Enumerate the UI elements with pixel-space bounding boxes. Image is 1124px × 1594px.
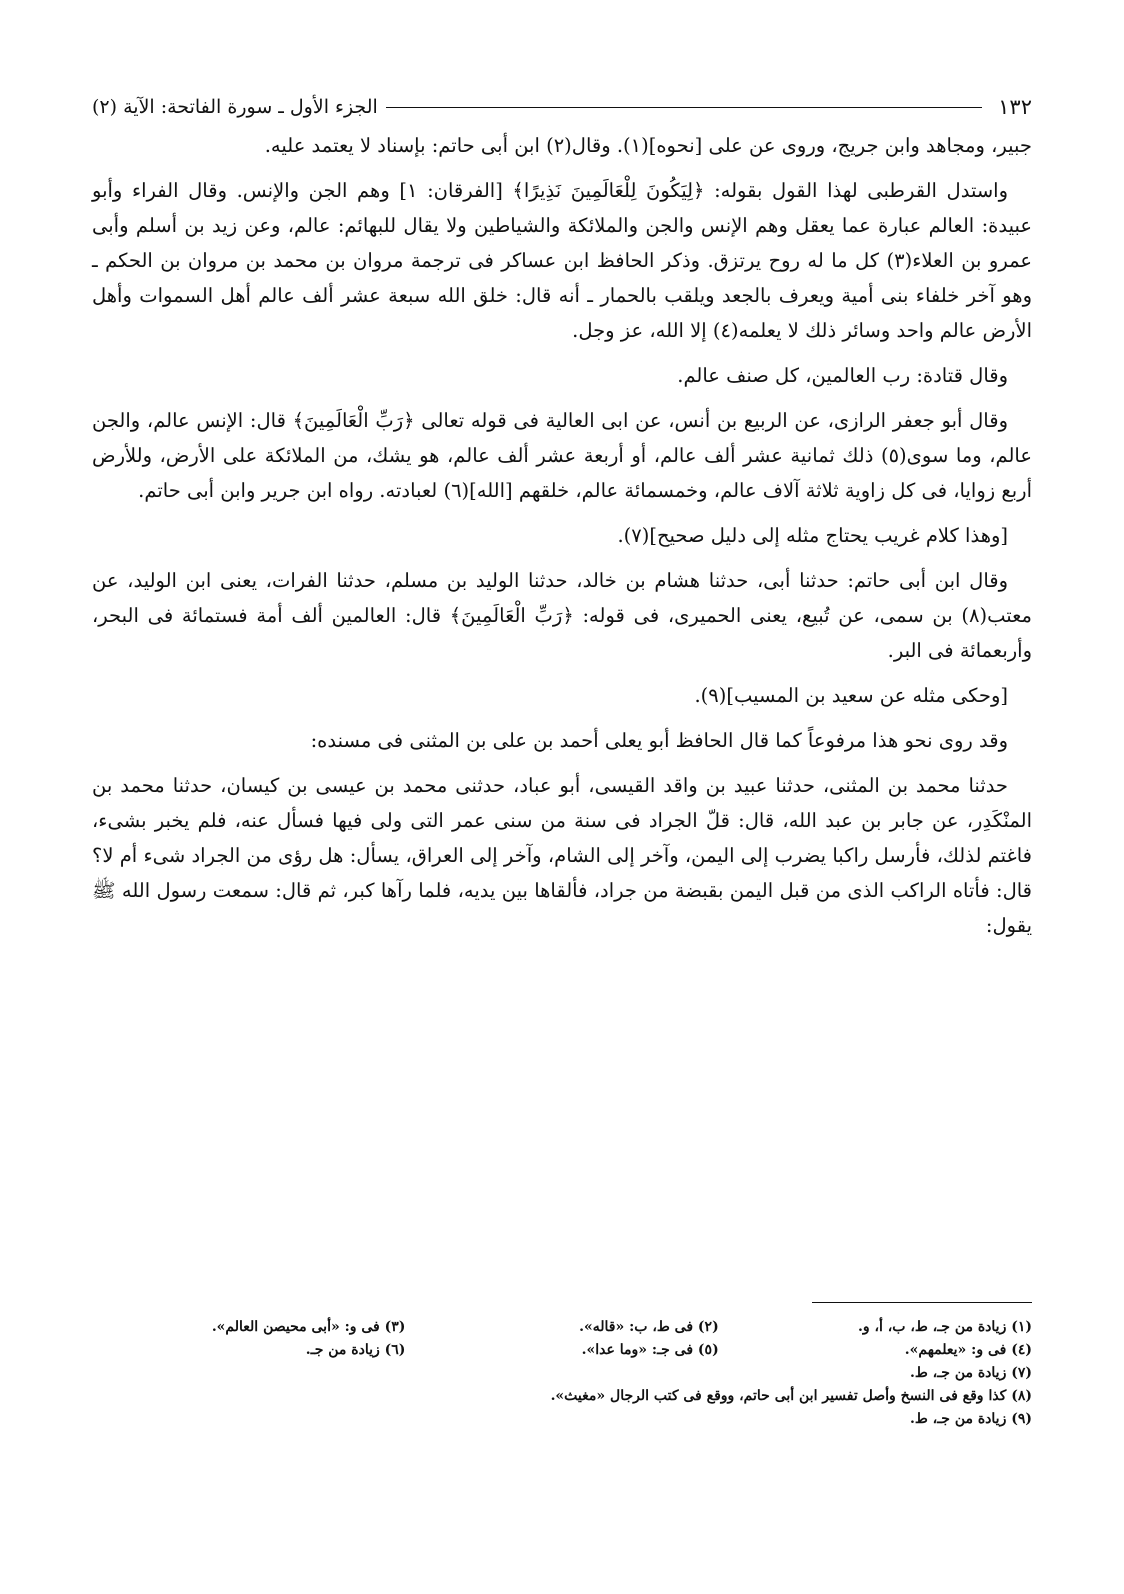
paragraph: [وحكى مثله عن سعيد بن المسيب](٩). xyxy=(694,684,1008,707)
footnote-rule xyxy=(812,1302,1032,1303)
footnote: (٩) زيادة من جـ، ط. xyxy=(909,1411,1032,1427)
paragraph: وقد روى نحو هذا مرفوعاً كما قال الحافظ أبو يعلى أحمد بن على بن المثنى فى مسنده: xyxy=(310,729,1008,752)
footnote: (٥) فى جـ: «وما عدا». xyxy=(581,1342,719,1358)
paragraph: جبير، ومجاهد وابن جريج، وروى عن على [نحوه](١). وقال(٢) ابن أبى حاتم: بإسناد لا يعتمد عليه. xyxy=(264,134,1032,157)
paragraph: وقال قتادة: رب العالمين، كل صنف عالم. xyxy=(677,364,1008,387)
paragraph: [وهذا كلام غريب يحتاج مثله إلى دليل صحيح](٧). xyxy=(617,524,1008,547)
footnotes xyxy=(92,1316,1032,1431)
running-header xyxy=(92,90,1032,124)
header-rule xyxy=(386,107,982,108)
paragraph: وقال أبو جعفر الرازى، عن الربيع بن أنس، عن ابى العالية فى قوله تعالى ﴿رَبِّ الْعَالَمِينَ﴾ قال: الإنس عالم، والجن عالم، وما سوى(٥) ذلك ثمانية عشر ألف عالم، أو أربعة عشر ألف عالم، هو يشك، من الملائكة على الأرض، وللأرض أربع زوايا، فى كل زاوية ثلاثة آلاف عالم، وخمسمائة عالم، خلقهم [الله](٦) لعبادته. رواه ابن جرير وابن أبى حاتم. xyxy=(92,409,1032,502)
footnote: (٤) فى و: «يعلمهم». xyxy=(904,1342,1032,1358)
page-number: ١٣٢ xyxy=(998,95,1032,119)
main-text xyxy=(92,128,1032,953)
footnote: (٦) زيادة من جـ. xyxy=(305,1342,406,1358)
paragraph: حدثنا محمد بن المثنى، حدثنا عبيد بن واقد القيسى، أبو عباد، حدثنى محمد بن عيسى بن كيسان، حدثنا محمد بن المنْكَدِر، عن جابر بن عبد الله، قال: قلّ الجراد فى سنة من سنى عمر التى ولى فيها فسأل عنه، فلم يخبر بشىء، فاغتم لذلك، فأرسل راكبا يضرب إلى اليمن، وآخر إلى الشام، وآخر إلى العراق، يسأل: هل رؤى من الجراد شىء أم لا؟ قال: فأتاه الراكب الذى من قبل اليمن بقبضة من جراد، فألقاها بين يديه، فلما رآها كبر، ثم قال: سمعت رسول الله ﷺ يقول: xyxy=(92,774,1032,937)
paragraph: واستدل القرطبى لهذا القول بقوله: ﴿لِيَكُونَ لِلْعَالَمِينَ نَذِيرًا﴾ [الفرقان: ١] وهم الجن والإنس. وقال الفراء وأبو عبيدة: العالم عبارة عما يعقل وهم الإنس والجن والملائكة والشياطين ولا يقال للبهائم: عالم، وعن زيد بن أسلم وأبى عمرو بن العلاء(٣) كل ما له روح يرتزق. وذكر الحافظ ابن عساكر فى ترجمة مروان بن محمد بن مروان بن الحكم ـ وهو آخر خلفاء بنى أمية ويعرف بالجعد ويلقب بالحمار ـ أنه قال: خلق الله سبعة عشر ألف عالم أهل السموات وأهل الأرض عالم واحد وسائر ذلك لا يعلمه(٤) إلا الله، عز وجل. xyxy=(92,179,1032,342)
footnote: (٢) فى ط، ب: «قاله». xyxy=(579,1319,719,1335)
footnote: (٧) زيادة من جـ، ط. xyxy=(909,1365,1032,1381)
footnote: (٣) فى و: «أبى محيصن العالم». xyxy=(211,1319,406,1335)
header-title: الجزء الأول ـ سورة الفاتحة: الآية (٢) xyxy=(92,96,378,118)
paragraph: وقال ابن أبى حاتم: حدثنا أبى، حدثنا هشام بن خالد، حدثنا الوليد بن مسلم، حدثنا الفرات، يعنى ابن الوليد، عن معتب(٨) بن سمى، عن تُبيع، يعنى الحميرى، فى قوله: ﴿رَبِّ الْعَالَمِينَ﴾ قال: العالمين ألف أمة فستمائة فى البحر، وأربعمائة فى البر. xyxy=(92,569,1032,662)
footnote: (١) زيادة من جـ، ط، ب، أ، و. xyxy=(857,1319,1032,1335)
footnote: (٨) كذا وقع فى النسخ وأصل تفسير ابن أبى حاتم، ووقع فى كتب الرجال «مغيث». xyxy=(550,1388,1032,1404)
